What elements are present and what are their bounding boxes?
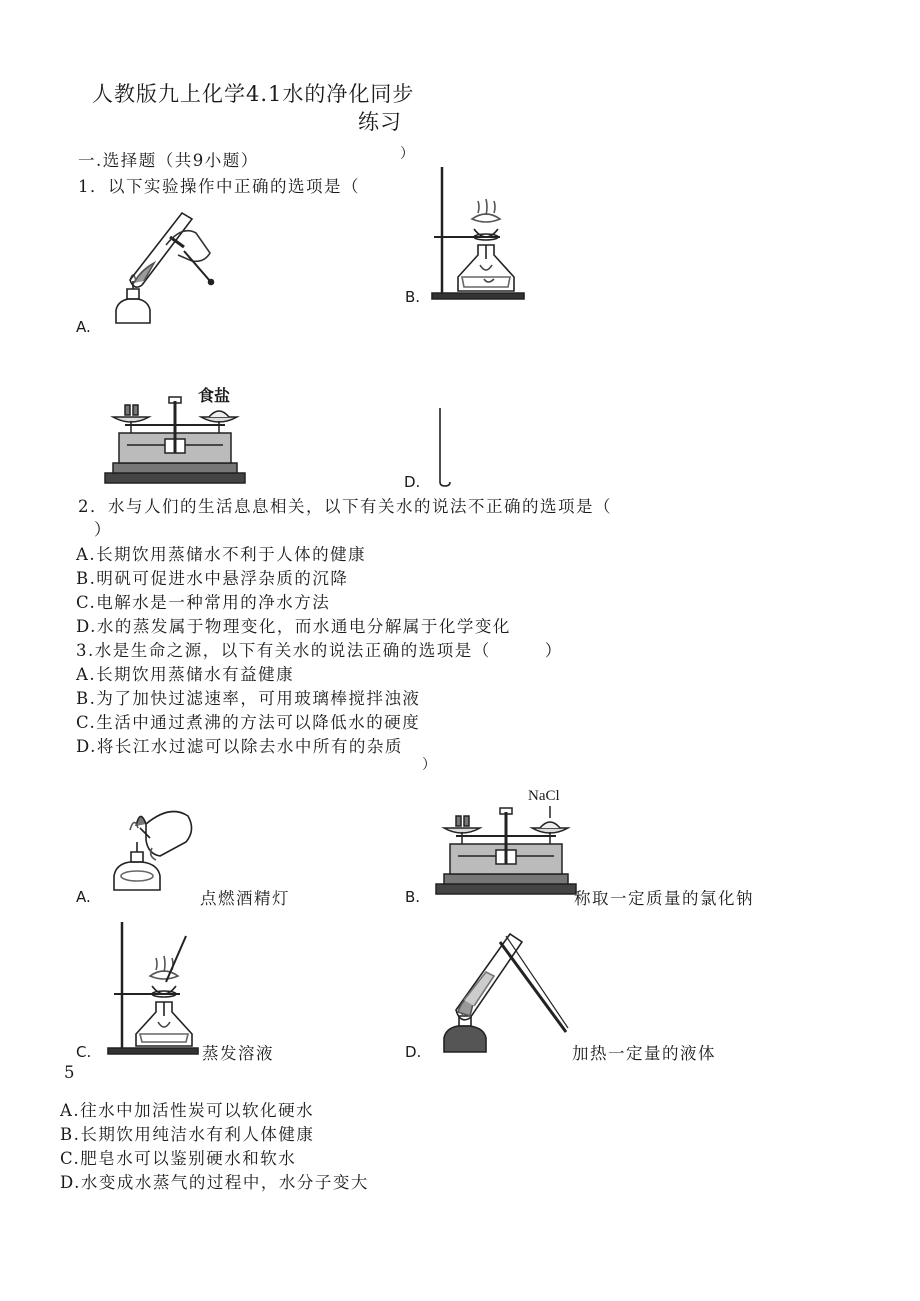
q4-label-c: C. — [76, 1043, 92, 1061]
q1-label-a: A. — [76, 318, 91, 336]
q4-caption-c: 蒸发溶液 — [202, 1044, 274, 1063]
q2-option-c: C.电解水是一种常用的净水方法 — [76, 593, 331, 612]
q4-figure-d-heating-liquid — [436, 928, 576, 1058]
q4-figure-b-balance — [436, 806, 576, 901]
q4-caption-d: 加热一定量的液体 — [572, 1044, 716, 1063]
q3-option-a: A.长期饮用蒸储水有益健康 — [76, 665, 295, 684]
q1-figure-d-tube — [436, 406, 456, 488]
q2-option-d: D.水的蒸发属于物理变化，而水通电分解属于化学变化 — [76, 617, 511, 636]
q4-figure-a-lighting-lamp — [100, 798, 200, 898]
q4-figure-c-evaporation — [104, 920, 204, 1058]
q3-option-b: B.为了加快过滤速率，可用玻璃棒搅拌浊液 — [76, 689, 421, 708]
question-2-stem-end: ） — [94, 520, 112, 539]
q1-figure-b-evaporation — [428, 165, 528, 303]
q1-label-b: B. — [405, 288, 421, 306]
question-3-stem: 3.水是生命之源，以下有关水的说法正确的选项是（ ） — [76, 641, 563, 660]
q5-option-a: A.往水中加活性炭可以软化硬水 — [60, 1101, 315, 1120]
q4-label-a: A. — [76, 888, 91, 906]
q5-option-d: D.水变成水蒸气的过程中，水分子变大 — [60, 1173, 369, 1192]
section-heading: 一.选择题（共9小题） — [78, 151, 259, 170]
q4-caption-a: 点燃酒精灯 — [200, 889, 290, 908]
stray-mark: ） — [400, 146, 416, 162]
q4-nacl-label: NaCl — [528, 788, 560, 804]
q3-option-c: C.生活中通过煮沸的方法可以降低水的硬度 — [76, 713, 421, 732]
q2-option-b: B.明矾可促进水中悬浮杂质的沉降 — [76, 569, 349, 588]
page-title-line2: 练习 — [358, 110, 402, 134]
q1-label-d: D. — [404, 473, 421, 491]
q1-salt-label: 食盐 — [198, 386, 231, 405]
q4-caption-b: 称取一定质量的氯化钠 — [574, 889, 754, 908]
question-2-stem: 2．水与人们的生活息息相关，以下有关水的说法不正确的选项是（ — [78, 497, 612, 516]
question-5-number: 5 — [64, 1063, 76, 1082]
q1-figure-a-heating-tube — [100, 205, 230, 335]
q4-label-b: B. — [405, 888, 421, 906]
q2-option-a: A.长期饮用蒸储水不利于人体的健康 — [76, 545, 367, 564]
q5-option-b: B.长期饮用纯洁水有利人体健康 — [60, 1125, 315, 1144]
q1-figure-c-balance — [105, 395, 245, 490]
q3-option-d: D.将长江水过滤可以除去水中所有的杂质 — [76, 737, 403, 756]
question-1-stem: 1．以下实验操作中正确的选项是（ — [78, 177, 360, 196]
q4-label-d: D. — [405, 1043, 422, 1061]
stray-mark-2: ） — [422, 757, 438, 773]
q5-option-c: C.肥皂水可以鉴别硬水和软水 — [60, 1149, 297, 1168]
page-title: 人教版九上化学4.1水的净化同步 — [92, 82, 415, 106]
